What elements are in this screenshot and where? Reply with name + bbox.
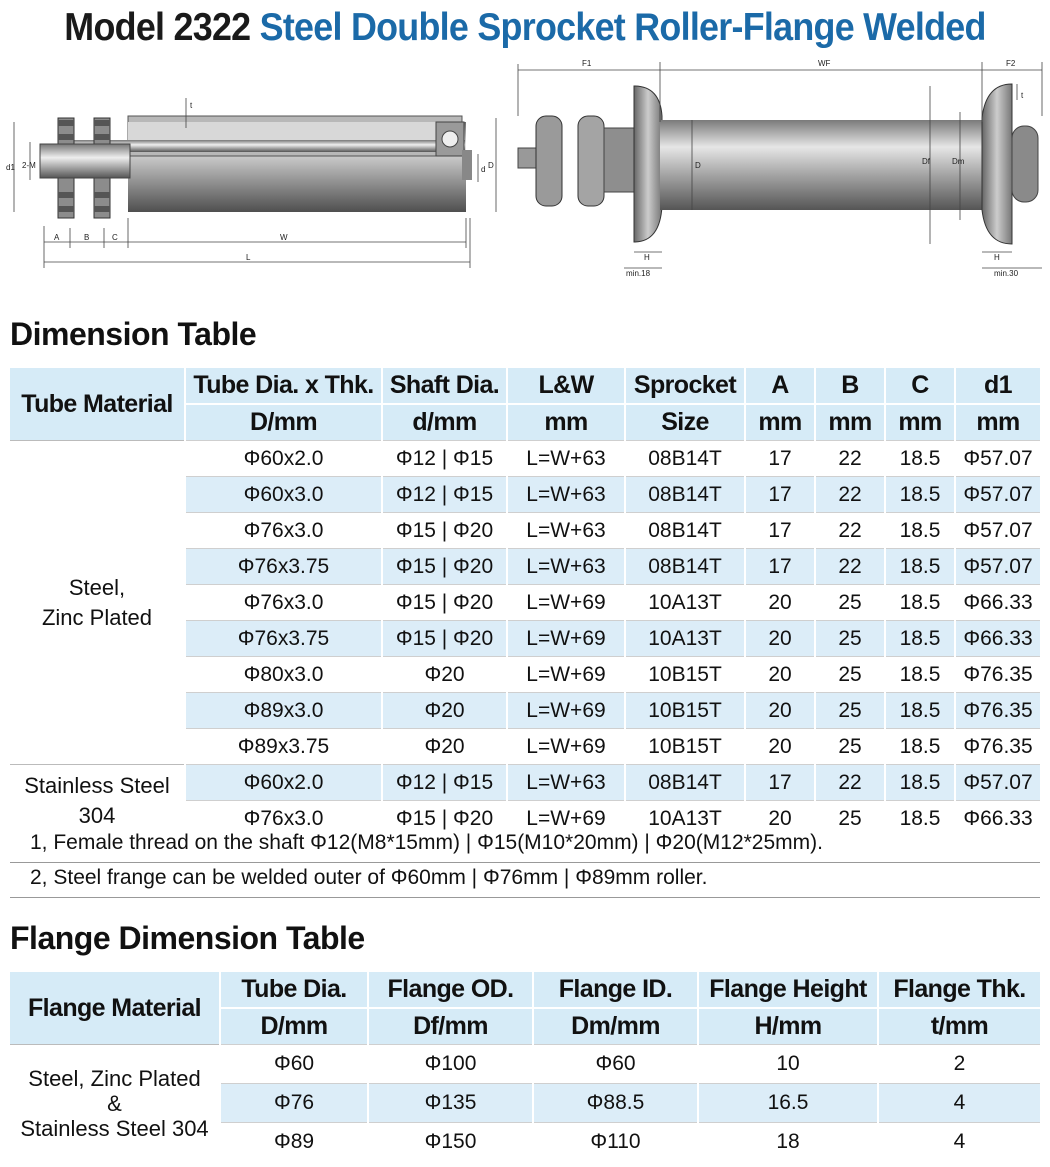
table-cell: 25 bbox=[815, 621, 885, 657]
product-name: Steel Double Sprocket Roller-Flange Welded bbox=[259, 6, 986, 49]
roller-side-section-drawing bbox=[0, 58, 505, 273]
table-cell: 08B14T bbox=[625, 765, 745, 801]
header-tube-dia: Tube Dia. x Thk. bbox=[185, 368, 382, 404]
table-cell: 08B14T bbox=[625, 549, 745, 585]
table-cell: Φ76x3.0 bbox=[185, 801, 382, 837]
table-cell: 4 bbox=[878, 1123, 1040, 1162]
table-cell: 17 bbox=[745, 441, 815, 477]
table-cell: 17 bbox=[745, 513, 815, 549]
table-cell: 22 bbox=[815, 765, 885, 801]
material-line: Steel, bbox=[68, 574, 126, 600]
table-cell: Φ15 | Φ20 bbox=[382, 549, 507, 585]
subheader-sprocket: Size bbox=[625, 404, 745, 441]
subheader-a: mm bbox=[745, 404, 815, 441]
table-cell: 20 bbox=[745, 657, 815, 693]
table-cell: 08B14T bbox=[625, 513, 745, 549]
table-cell: 18.5 bbox=[885, 513, 955, 549]
material-line: Zinc Plated bbox=[41, 604, 153, 630]
table-cell: 10B15T bbox=[625, 729, 745, 765]
table-cell: 08B14T bbox=[625, 441, 745, 477]
material-line: Stainless Steel bbox=[24, 772, 170, 798]
table-cell: L=W+63 bbox=[507, 513, 625, 549]
table-cell: Φ15 | Φ20 bbox=[382, 585, 507, 621]
table-cell: Φ60x3.0 bbox=[185, 477, 382, 513]
label-W: W bbox=[280, 233, 288, 242]
table-cell: Φ15 | Φ20 bbox=[382, 801, 507, 837]
table-cell: Φ57.07 bbox=[955, 441, 1040, 477]
label-d1: d1 bbox=[6, 163, 15, 172]
table-cell: Φ89 bbox=[220, 1123, 368, 1162]
table-cell: Φ76x3.0 bbox=[185, 585, 382, 621]
header-a: A bbox=[745, 368, 815, 404]
table-cell: 25 bbox=[815, 729, 885, 765]
material-line: & bbox=[107, 1090, 122, 1116]
table-cell: Φ110 bbox=[533, 1123, 698, 1162]
header-flange-thk: Flange Thk. bbox=[878, 972, 1040, 1008]
dimension-table-heading: Dimension Table bbox=[10, 316, 257, 352]
material-line: Stainless Steel 304 bbox=[20, 1115, 209, 1141]
label-H-left: H bbox=[644, 253, 650, 262]
material-line: Steel, Zinc Plated bbox=[28, 1065, 201, 1091]
divider bbox=[10, 862, 1040, 863]
flange-table bbox=[10, 972, 1040, 1161]
table-row bbox=[10, 765, 1040, 801]
table-cell: 18 bbox=[698, 1123, 878, 1162]
table-cell: Φ20 bbox=[382, 657, 507, 693]
table-cell: Φ20 bbox=[382, 693, 507, 729]
table-cell: Φ76.35 bbox=[955, 657, 1040, 693]
table-cell: L=W+69 bbox=[507, 729, 625, 765]
table-cell: 10 bbox=[698, 1045, 878, 1084]
table-cell: Φ60x2.0 bbox=[185, 441, 382, 477]
table-cell: Φ66.33 bbox=[955, 621, 1040, 657]
label-C: C bbox=[112, 233, 118, 242]
note-2: 2, Steel frange can be welded outer of Φ60mm | Φ76mm | Φ89mm roller. bbox=[30, 866, 708, 889]
table-row bbox=[10, 1045, 1040, 1084]
header-tube-material: Tube Material bbox=[10, 368, 185, 441]
model-number: Model 2322 bbox=[64, 6, 251, 49]
table-cell: 22 bbox=[815, 477, 885, 513]
table-cell: Φ89x3.75 bbox=[185, 729, 382, 765]
table-cell: Φ20 bbox=[382, 729, 507, 765]
label-t-right: t bbox=[1021, 91, 1024, 100]
table-cell: 22 bbox=[815, 441, 885, 477]
subheader-lw: mm bbox=[507, 404, 625, 441]
table-cell: 25 bbox=[815, 693, 885, 729]
subheader-flange-height: H/mm bbox=[698, 1008, 878, 1045]
material-cell bbox=[10, 765, 185, 837]
table-cell: 22 bbox=[815, 513, 885, 549]
label-WF: WF bbox=[818, 59, 831, 68]
subheader-tube-dia: D/mm bbox=[185, 404, 382, 441]
table-cell: Φ88.5 bbox=[533, 1084, 698, 1123]
header-d1: d1 bbox=[955, 368, 1040, 404]
table-cell: 17 bbox=[745, 549, 815, 585]
table-cell: 18.5 bbox=[885, 549, 955, 585]
table-cell: L=W+69 bbox=[507, 657, 625, 693]
header-shaft-dia: Shaft Dia. bbox=[382, 368, 507, 404]
table-cell: Φ89x3.0 bbox=[185, 693, 382, 729]
dimension-header-row bbox=[10, 368, 1040, 404]
table-cell: Φ76x3.75 bbox=[185, 549, 382, 585]
header-flange-tube-dia: Tube Dia. bbox=[220, 972, 368, 1008]
table-cell: 25 bbox=[815, 657, 885, 693]
table-cell: 20 bbox=[745, 693, 815, 729]
header-flange-id: Flange ID. bbox=[533, 972, 698, 1008]
table-cell: 20 bbox=[745, 621, 815, 657]
table-cell: Φ15 | Φ20 bbox=[382, 621, 507, 657]
table-cell: 20 bbox=[745, 729, 815, 765]
table-cell: L=W+69 bbox=[507, 801, 625, 837]
table-cell: 22 bbox=[815, 549, 885, 585]
table-cell: Φ57.07 bbox=[955, 513, 1040, 549]
table-cell: 25 bbox=[815, 585, 885, 621]
table-cell: L=W+63 bbox=[507, 441, 625, 477]
table-cell: Φ60 bbox=[220, 1045, 368, 1084]
table-cell: Φ80x3.0 bbox=[185, 657, 382, 693]
label-D-right: D bbox=[695, 161, 701, 170]
header-b: B bbox=[815, 368, 885, 404]
table-cell: Φ12 | Φ15 bbox=[382, 765, 507, 801]
table-row bbox=[10, 441, 1040, 477]
table-cell: Φ76.35 bbox=[955, 693, 1040, 729]
table-cell: 08B14T bbox=[625, 477, 745, 513]
table-cell: 17 bbox=[745, 477, 815, 513]
note-1: 1, Female thread on the shaft Φ12(M8*15mm) | Φ15(M10*20mm) | Φ20(M12*25mm). bbox=[30, 831, 823, 854]
table-cell: 18.5 bbox=[885, 585, 955, 621]
table-cell: 4 bbox=[878, 1084, 1040, 1123]
table-cell: 18.5 bbox=[885, 657, 955, 693]
table-cell: 18.5 bbox=[885, 441, 955, 477]
header-c: C bbox=[885, 368, 955, 404]
table-cell: 18.5 bbox=[885, 765, 955, 801]
label-H-right: H bbox=[994, 253, 1000, 262]
subheader-shaft-dia: d/mm bbox=[382, 404, 507, 441]
table-cell: Φ60x2.0 bbox=[185, 765, 382, 801]
table-cell: L=W+63 bbox=[507, 549, 625, 585]
table-cell: Φ100 bbox=[368, 1045, 533, 1084]
flange-header-row bbox=[10, 972, 1040, 1008]
material-line: 304 bbox=[78, 802, 116, 828]
subheader-b: mm bbox=[815, 404, 885, 441]
header-lw: L&W bbox=[507, 368, 625, 404]
label-A: A bbox=[54, 233, 60, 242]
table-cell: 16.5 bbox=[698, 1084, 878, 1123]
table-cell: Φ76x3.0 bbox=[185, 513, 382, 549]
table-cell: Φ12 | Φ15 bbox=[382, 477, 507, 513]
table-cell: Φ76 bbox=[220, 1084, 368, 1123]
table-cell: L=W+69 bbox=[507, 693, 625, 729]
label-D: D bbox=[488, 161, 494, 170]
table-cell: Φ57.07 bbox=[955, 477, 1040, 513]
table-cell: L=W+63 bbox=[507, 765, 625, 801]
table-cell: 18.5 bbox=[885, 477, 955, 513]
label-min30: min.30 bbox=[994, 269, 1019, 278]
subheader-c: mm bbox=[885, 404, 955, 441]
flange-table-heading: Flange Dimension Table bbox=[10, 920, 365, 956]
table-cell: 2 bbox=[878, 1045, 1040, 1084]
subheader-flange-tube-dia: D/mm bbox=[220, 1008, 368, 1045]
table-cell: 10B15T bbox=[625, 693, 745, 729]
divider bbox=[10, 897, 1040, 898]
subheader-flange-od: Df/mm bbox=[368, 1008, 533, 1045]
label-F2: F2 bbox=[1006, 59, 1016, 68]
table-cell: 18.5 bbox=[885, 801, 955, 837]
table-cell: 10B15T bbox=[625, 657, 745, 693]
table-cell: 10A13T bbox=[625, 621, 745, 657]
table-cell: Φ15 | Φ20 bbox=[382, 513, 507, 549]
table-cell: Φ57.07 bbox=[955, 765, 1040, 801]
table-cell: 10A13T bbox=[625, 585, 745, 621]
table-cell: Φ66.33 bbox=[955, 801, 1040, 837]
label-2m: 2-M bbox=[22, 161, 36, 170]
subheader-d1: mm bbox=[955, 404, 1040, 441]
subheader-flange-thk: t/mm bbox=[878, 1008, 1040, 1045]
table-cell: 10A13T bbox=[625, 801, 745, 837]
table-cell: Φ66.33 bbox=[955, 585, 1040, 621]
label-min18: min.18 bbox=[626, 269, 651, 278]
table-cell: Φ57.07 bbox=[955, 549, 1040, 585]
table-cell: Φ135 bbox=[368, 1084, 533, 1123]
label-Df: Df bbox=[922, 157, 930, 166]
header-flange-height: Flange Height bbox=[698, 972, 878, 1008]
table-cell: Φ60 bbox=[533, 1045, 698, 1084]
header-flange-od: Flange OD. bbox=[368, 972, 533, 1008]
label-t: t bbox=[190, 101, 193, 110]
material-cell bbox=[10, 441, 185, 765]
table-cell: Φ76x3.75 bbox=[185, 621, 382, 657]
table-cell: Φ150 bbox=[368, 1123, 533, 1162]
label-F1: F1 bbox=[582, 59, 592, 68]
label-B: B bbox=[84, 233, 90, 242]
flanged-roller-drawing bbox=[512, 56, 1047, 281]
table-cell: L=W+69 bbox=[507, 621, 625, 657]
dimension-table bbox=[10, 368, 1040, 836]
table-cell: 18.5 bbox=[885, 693, 955, 729]
table-cell: 20 bbox=[745, 801, 815, 837]
table-cell: L=W+69 bbox=[507, 585, 625, 621]
table-cell: 18.5 bbox=[885, 729, 955, 765]
flange-material-cell bbox=[10, 1045, 220, 1162]
table-cell: 17 bbox=[745, 765, 815, 801]
table-cell: 20 bbox=[745, 585, 815, 621]
header-flange-material: Flange Material bbox=[10, 972, 220, 1045]
header-sprocket: Sprocket bbox=[625, 368, 745, 404]
table-cell: Φ12 | Φ15 bbox=[382, 441, 507, 477]
label-Dm: Dm bbox=[952, 157, 965, 166]
table-cell: L=W+63 bbox=[507, 477, 625, 513]
subheader-flange-id: Dm/mm bbox=[533, 1008, 698, 1045]
page-title bbox=[42, 0, 1008, 56]
table-cell: 25 bbox=[815, 801, 885, 837]
label-L: L bbox=[246, 253, 251, 262]
table-cell: 18.5 bbox=[885, 621, 955, 657]
label-d: d bbox=[481, 165, 486, 174]
table-cell: Φ76.35 bbox=[955, 729, 1040, 765]
